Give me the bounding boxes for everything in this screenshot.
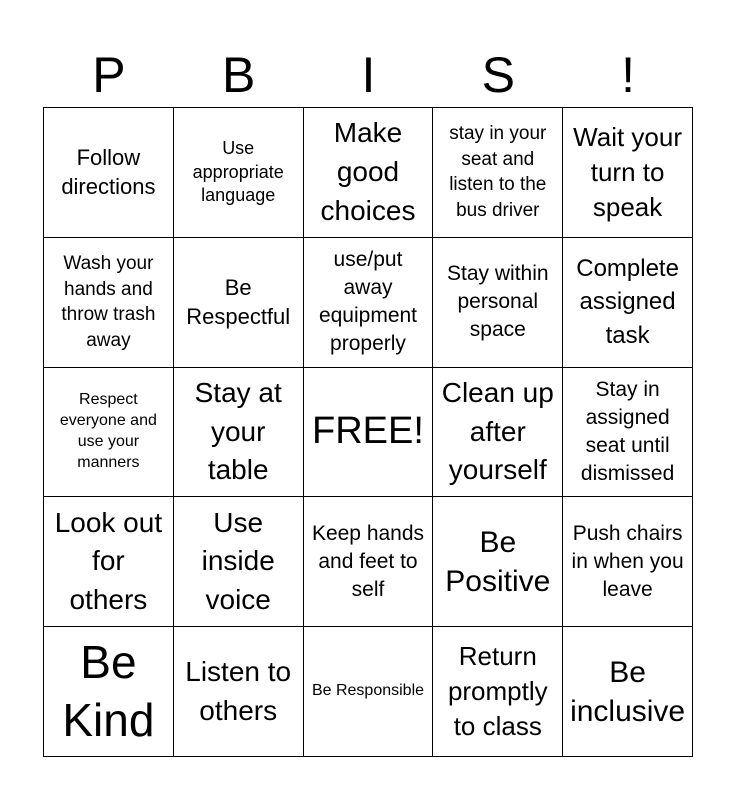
bingo-cell-r1-c3	[304, 108, 434, 238]
bingo-cell-r2-c5	[563, 238, 693, 368]
cell-text: Use inside voice	[201, 506, 275, 616]
bingo-cell-r5-c4	[433, 627, 563, 757]
header-letter-b: B	[222, 47, 256, 103]
bingo-cell-r4-c1	[44, 497, 174, 627]
cell-text: Listen to others	[185, 655, 292, 726]
cell-text: Look out for others	[54, 506, 163, 616]
bingo-header	[44, 44, 693, 106]
header-letter-i: I	[361, 47, 376, 103]
cell-text: Be Responsible	[311, 682, 425, 700]
cell-text: Use appropriate language	[192, 138, 284, 206]
bingo-cell-r3-c1	[44, 368, 174, 498]
bingo-cell-r1-c4	[433, 108, 563, 238]
header-letter-exclamation: !	[621, 47, 636, 103]
cell-text: Be Respectful	[186, 275, 291, 330]
cell-text: stay in your seat and listen to the bus driver	[449, 123, 547, 222]
header-letter-s: S	[481, 47, 515, 103]
bingo-cell-r5-c5	[563, 627, 693, 757]
bingo-cell-r4-c5	[563, 497, 693, 627]
bingo-cell-r1-c5	[563, 108, 693, 238]
cell-text: Wait your turn to speak	[573, 122, 683, 222]
cell-text: Be inclusive	[570, 655, 686, 728]
bingo-cell-r5-c1	[44, 627, 174, 757]
cell-text: Keep hands and feet to self	[311, 521, 425, 601]
cell-text: Stay in assigned seat until dismissed	[580, 377, 675, 486]
bingo-grid	[43, 107, 693, 757]
cell-text: Respect everyone and use your manners	[59, 391, 157, 471]
cell-text: Follow directions	[61, 145, 156, 200]
bingo-cell-r3-c3	[304, 368, 434, 498]
cell-text: Stay within personal space	[447, 262, 549, 342]
bingo-cell-r4-c3	[304, 497, 434, 627]
free-space: FREE!	[312, 410, 424, 453]
cell-text: Wash your hands and throw trash away	[61, 252, 156, 351]
cell-text: Complete assigned task	[576, 254, 679, 349]
bingo-cell-r1-c1	[44, 108, 174, 238]
header-letter-p: P	[92, 47, 126, 103]
bingo-cell-r4-c4	[433, 497, 563, 627]
bingo-cell-r3-c5	[563, 368, 693, 498]
bingo-cell-r1-c2	[174, 108, 304, 238]
bingo-cell-r5-c2	[174, 627, 304, 757]
bingo-cell-r2-c2	[174, 238, 304, 368]
cell-text: Clean up after yourself	[441, 377, 554, 486]
bingo-cell-r2-c3	[304, 238, 434, 368]
cell-text: Be Kind	[62, 636, 155, 746]
cell-text: Push chairs in when you leave	[571, 521, 684, 601]
bingo-cell-r3-c2	[174, 368, 304, 498]
cell-text: Make good choices	[320, 117, 416, 226]
bingo-cell-r2-c4	[433, 238, 563, 368]
cell-text: Be Positive	[445, 525, 551, 598]
cell-text: use/put away equipment properly	[318, 247, 418, 356]
bingo-cell-r2-c1	[44, 238, 174, 368]
bingo-cell-r4-c2	[174, 497, 304, 627]
cell-text: Stay at your table	[194, 377, 282, 486]
cell-text: Return promptly to class	[447, 641, 548, 741]
bingo-cell-r3-c4	[433, 368, 563, 498]
bingo-cell-r5-c3	[304, 627, 434, 757]
